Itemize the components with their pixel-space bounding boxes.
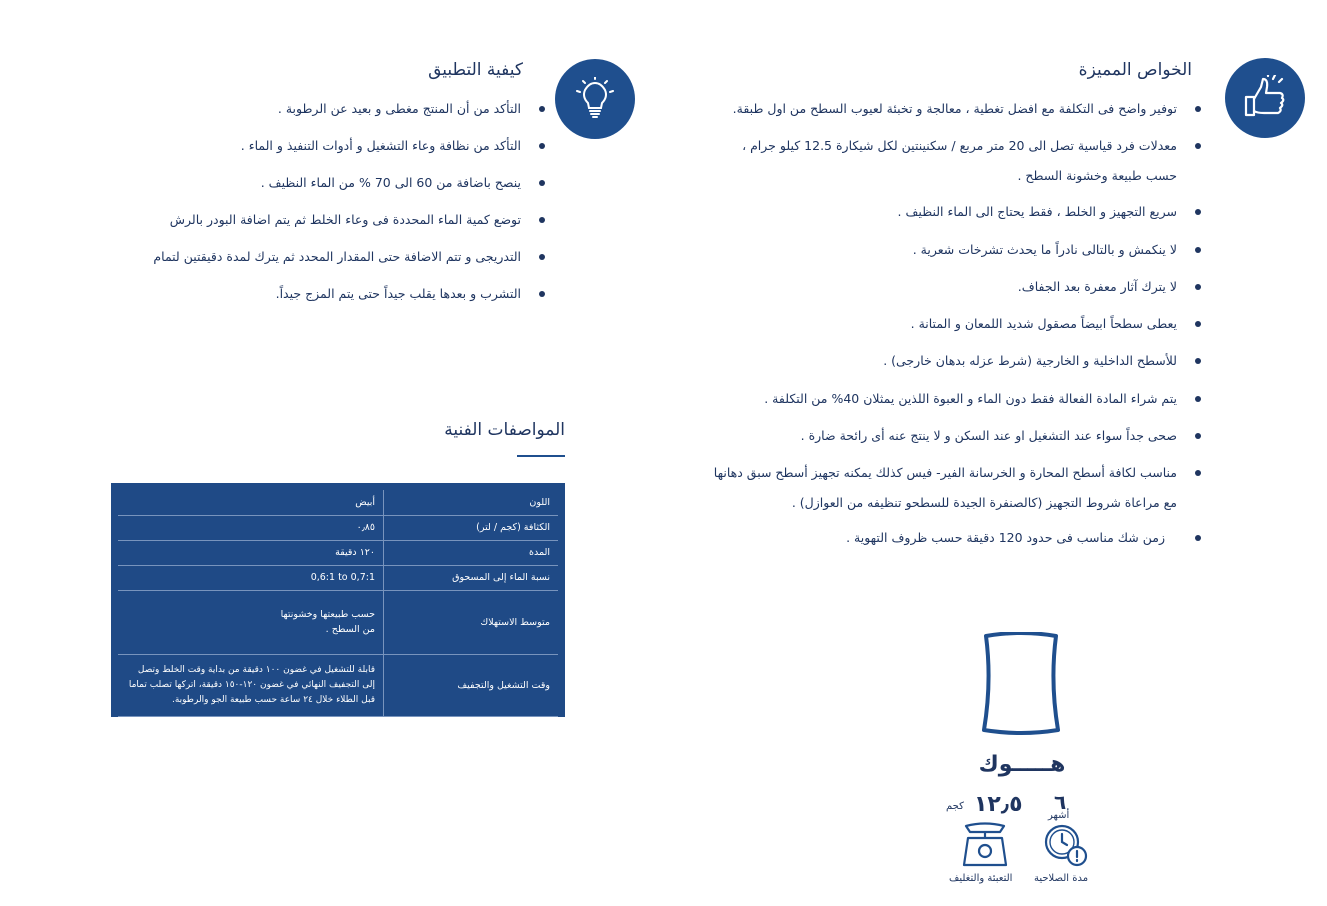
table-row bbox=[118, 565, 558, 590]
scale-icon bbox=[960, 822, 1010, 868]
product-name: هـــــوك bbox=[978, 752, 1066, 777]
table-row bbox=[118, 590, 558, 654]
list-item: صحى جداً سواء عند التشغيل او عند السكن و لا ينتج عنه أى رائحة ضارة . bbox=[587, 424, 1207, 461]
specs-table-box bbox=[111, 483, 565, 717]
list-item: يتم شراء المادة الفعالة فقط دون الماء و العبوة اللذين يمثلان 40% من التكلفة . bbox=[587, 387, 1207, 424]
table-row bbox=[118, 490, 558, 515]
list-item: زمن شك مناسب فى حدود 120 دقيقة حسب ظروف التهوية . bbox=[587, 526, 1207, 563]
list-item: سريع التجهيز و الخلط ، فقط يحتاج الى الماء النظيف . bbox=[587, 200, 1207, 237]
list-item: معدلات فرد قياسية تصل الى 20 متر مربع / سكنينتين لكل شيكارة 12.5 كيلو جرام ، حسب طبيعة وخشونة السطح . bbox=[587, 134, 1207, 200]
list-item: مناسب لكافة أسطح المحارة و الخرسانة الفير- فيس كذلك يمكنه تجهيز أسطح سبق دهانها مع مراعاة شروط التجهيز (كالصنفرة الجيدة للسطحو تنظيفه من العوازل) . bbox=[587, 461, 1207, 526]
spec-value: 0,6:1 to 0,7:1 bbox=[118, 565, 384, 590]
thumbs-up-icon bbox=[1242, 75, 1288, 121]
application-title: كيفية التطبيق bbox=[428, 60, 523, 80]
table-row bbox=[118, 540, 558, 565]
shelf-unit: أشهر bbox=[1048, 810, 1070, 821]
spec-value: أبيض bbox=[118, 490, 384, 515]
list-item: التأكد من نظافة وعاء التشغيل و أدوات التنفيذ و الماء . bbox=[131, 134, 551, 171]
list-item: توضع كمية الماء المحددة فى وعاء الخلط ثم يتم اضافة البودر بالرش bbox=[131, 208, 551, 245]
list-item: يعطى سطحاً ابيضاً مصقول شديد اللمعان و المتانة . bbox=[587, 312, 1207, 349]
lightbulb-icon bbox=[573, 77, 617, 121]
list-item: ينصح باضافة من 60 الى 70 % من الماء النظيف . bbox=[131, 171, 551, 208]
table-row bbox=[118, 654, 558, 716]
shelf-label: مدة الصلاحية bbox=[1034, 873, 1089, 884]
spec-label: متوسط الاستهلاك bbox=[384, 590, 559, 654]
spec-value: حسب طبيعتها وخشونتها من السطح . bbox=[118, 590, 384, 654]
packaging-label: التعبئة والتغليف bbox=[949, 873, 1013, 884]
shelf-value: ٦ bbox=[1054, 790, 1067, 814]
list-item: التشرب و بعدها يقلب جيداً حتى يتم المزج جيداً. bbox=[131, 282, 551, 319]
specs-title: المواصفات الفنية bbox=[444, 420, 565, 440]
list-item: لا ينكمش و بالتالى نادراً ما يحدث تشرخات شعرية . bbox=[587, 238, 1207, 275]
spec-value: قابلة للتشغيل في غضون ١٠٠ دقيقة من بداية وقت الخلط وتصل إلى التجفيف النهائي في غضون ١٢٠-١٥٠ دقيقة، اتركها تصلب تماما قبل الطلاء خلال ٢٤ ساعة حسب طبيعة الجو والرطوبة. bbox=[118, 654, 384, 716]
list-item: للأسطح الداخلية و الخارجية (شرط عزله بدهان خارجى) . bbox=[587, 349, 1207, 386]
features-title: الخواص المميزة bbox=[1078, 60, 1192, 80]
list-item: توفير واضح فى التكلفة مع افضل تغطية ، معالجة و تخبئة لعيوب السطح من اول طبقة. bbox=[587, 97, 1207, 134]
list-item: التدريجى و تتم الاضافة حتى المقدار المحدد ثم يترك لمدة دقيقتين لتمام bbox=[131, 245, 551, 282]
spec-label: الكثافة (كجم / لتر) bbox=[384, 515, 559, 540]
spec-label: اللون bbox=[384, 490, 559, 515]
weight-value: ١٢٫٥ bbox=[974, 792, 1023, 817]
spec-label: المدة bbox=[384, 540, 559, 565]
thumbs-up-icon-circle bbox=[1225, 58, 1305, 138]
spec-value: ١٢٠ دقيقة bbox=[118, 540, 384, 565]
spec-label: نسبة الماء إلى المسحوق bbox=[384, 565, 559, 590]
bag-icon bbox=[978, 632, 1064, 738]
list-item: التأكد من أن المنتج مغطى و بعيد عن الرطوبة . bbox=[131, 97, 551, 134]
specs-table bbox=[118, 490, 558, 717]
list-item: لا يترك آثار معفرة بعد الجفاف. bbox=[587, 275, 1207, 312]
table-row bbox=[118, 515, 558, 540]
spec-label: وقت التشغيل والتجفيف bbox=[384, 654, 559, 716]
features-list bbox=[587, 97, 1207, 564]
application-list bbox=[131, 97, 551, 319]
specs-title-underline bbox=[517, 455, 565, 457]
clock-alert-icon bbox=[1043, 823, 1089, 869]
lightbulb-icon-circle bbox=[555, 59, 635, 139]
spec-value: ٠٫٨٥ bbox=[118, 515, 384, 540]
weight-unit: كجم bbox=[946, 801, 964, 812]
